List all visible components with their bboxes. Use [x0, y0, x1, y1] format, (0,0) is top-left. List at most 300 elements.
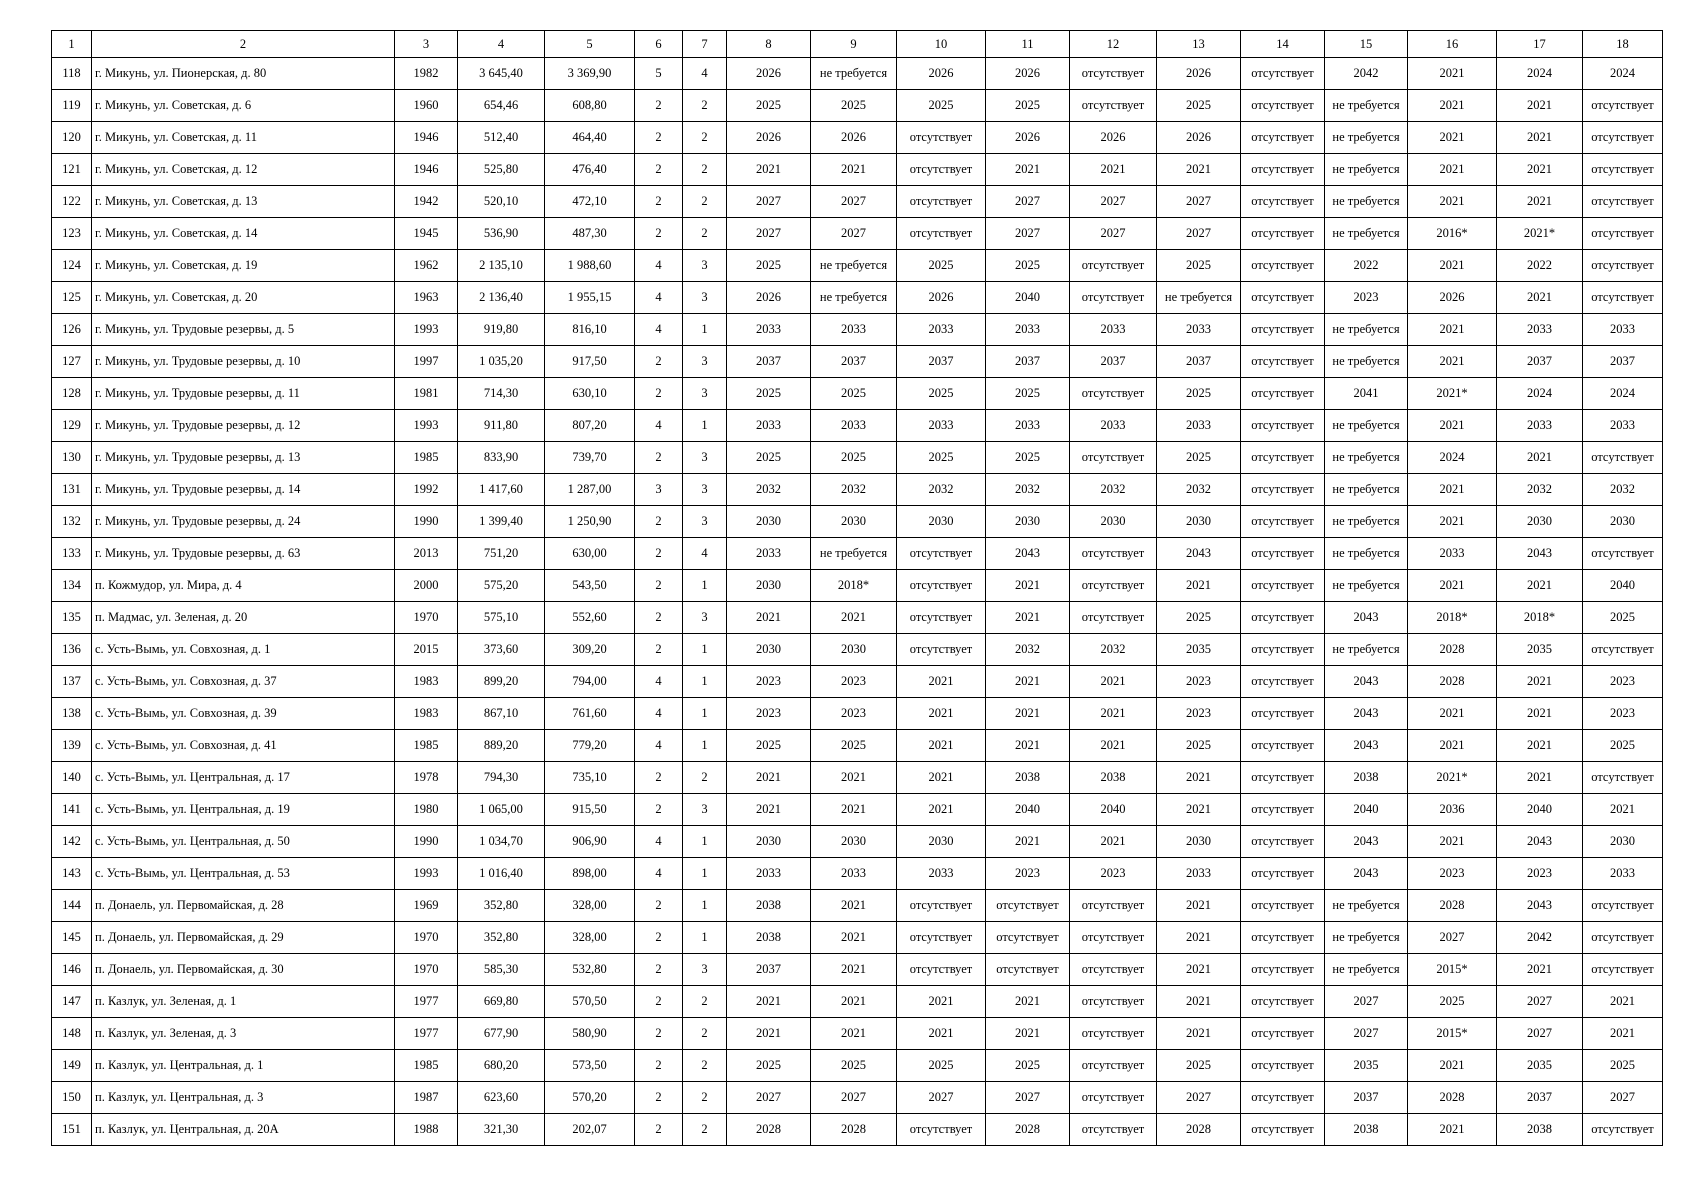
table-cell: отсутствует	[1241, 1114, 1325, 1146]
table-cell: 2021	[811, 154, 897, 186]
table-cell: 2028	[986, 1114, 1070, 1146]
table-cell: 2021	[811, 890, 897, 922]
table-cell: отсутствует	[986, 922, 1070, 954]
column-header-11: 11	[986, 31, 1070, 58]
table-cell: 2021	[1408, 506, 1497, 538]
table-cell: 680,20	[458, 1050, 545, 1082]
table-cell: 2033	[727, 410, 811, 442]
table-cell: 2030	[986, 506, 1070, 538]
address-cell: г. Микунь, ул. Советская, д. 13	[92, 186, 395, 218]
table-cell: 2035	[1325, 1050, 1408, 1082]
table-cell: 919,80	[458, 314, 545, 346]
table-cell: 2026	[897, 282, 986, 314]
table-cell: 2021	[897, 986, 986, 1018]
row-number-cell: 129	[52, 410, 92, 442]
table-cell: 2043	[1325, 602, 1408, 634]
table-cell: 2 135,10	[458, 250, 545, 282]
table-cell: 2021	[811, 762, 897, 794]
table-cell: 2021	[897, 762, 986, 794]
table-cell: 2021	[897, 730, 986, 762]
table-cell: отсутствует	[1241, 250, 1325, 282]
table-cell: 2021*	[1408, 762, 1497, 794]
table-cell: 2041	[1325, 378, 1408, 410]
table-cell: отсутствует	[897, 218, 986, 250]
table-cell: 2	[683, 1114, 727, 1146]
table-cell: отсутствует	[1241, 826, 1325, 858]
table-cell: 2023	[727, 666, 811, 698]
table-cell: отсутствует	[1070, 1018, 1157, 1050]
table-cell: 2035	[1157, 634, 1241, 666]
table-cell: 2033	[811, 858, 897, 890]
table-cell: 520,10	[458, 186, 545, 218]
table-row	[52, 442, 1663, 474]
table-cell: 2032	[897, 474, 986, 506]
table-cell: отсутствует	[1070, 954, 1157, 986]
table-cell: отсутствует	[1583, 282, 1663, 314]
table-cell: 2028	[1408, 666, 1497, 698]
table-cell: отсутствует	[1241, 634, 1325, 666]
row-number-cell: 145	[52, 922, 92, 954]
table-cell: 2025	[811, 442, 897, 474]
table-cell: 2033	[986, 410, 1070, 442]
table-cell: 2027	[727, 218, 811, 250]
table-cell: 2033	[1497, 410, 1583, 442]
column-header-5: 5	[545, 31, 635, 58]
table-cell: 794,00	[545, 666, 635, 698]
table-cell: 2	[683, 986, 727, 1018]
address-cell: п. Донаель, ул. Первомайская, д. 29	[92, 922, 395, 954]
table-cell: 2021	[811, 922, 897, 954]
table-cell: 2023	[1157, 698, 1241, 730]
table-cell: 2027	[727, 1082, 811, 1114]
table-cell: 1983	[395, 698, 458, 730]
table-cell: 352,80	[458, 890, 545, 922]
table-cell: не требуется	[1325, 154, 1408, 186]
table-cell: 2027	[1497, 1018, 1583, 1050]
table-cell: отсутствует	[1241, 474, 1325, 506]
row-number-cell: 136	[52, 634, 92, 666]
address-cell: г. Микунь, ул. Советская, д. 12	[92, 154, 395, 186]
row-number-cell: 142	[52, 826, 92, 858]
table-cell: отсутствует	[1241, 506, 1325, 538]
table-cell: 2	[635, 1082, 683, 1114]
table-cell: 2018*	[1408, 602, 1497, 634]
table-cell: отсутствует	[1241, 570, 1325, 602]
table-cell: 2025	[986, 90, 1070, 122]
table-cell: 2021	[727, 986, 811, 1018]
row-number-cell: 123	[52, 218, 92, 250]
table-cell: отсутствует	[1070, 1114, 1157, 1146]
table-cell: 1985	[395, 442, 458, 474]
column-header-10: 10	[897, 31, 986, 58]
table-cell: не требуется	[1325, 538, 1408, 570]
table-row	[52, 314, 1663, 346]
table-cell: отсутствует	[897, 154, 986, 186]
table-cell: 2	[683, 1082, 727, 1114]
table-cell: 2	[683, 122, 727, 154]
table-cell: 2025	[727, 90, 811, 122]
table-cell: отсутствует	[1241, 858, 1325, 890]
table-cell: 2030	[1157, 826, 1241, 858]
address-cell: п. Казлук, ул. Зеленая, д. 1	[92, 986, 395, 1018]
table-cell: 328,00	[545, 890, 635, 922]
table-cell: 2021	[897, 698, 986, 730]
table-cell: 2030	[1497, 506, 1583, 538]
table-cell: 2030	[727, 570, 811, 602]
table-row	[52, 154, 1663, 186]
table-cell: отсутствует	[897, 1114, 986, 1146]
table-cell: 2025	[897, 90, 986, 122]
table-cell: 2021	[1157, 890, 1241, 922]
table-cell: 2028	[1408, 890, 1497, 922]
table-cell: 464,40	[545, 122, 635, 154]
table-cell: 2022	[1325, 250, 1408, 282]
table-cell: 1946	[395, 154, 458, 186]
table-cell: отсутствует	[1241, 346, 1325, 378]
table-cell: 4	[635, 282, 683, 314]
table-cell: отсутствует	[897, 954, 986, 986]
table-cell: 2025	[1157, 730, 1241, 762]
table-cell: отсутствует	[1583, 634, 1663, 666]
table-cell: 580,90	[545, 1018, 635, 1050]
table-cell: 2021	[1408, 314, 1497, 346]
address-cell: п. Казлук, ул. Центральная, д. 1	[92, 1050, 395, 1082]
table-cell: 2	[635, 954, 683, 986]
table-cell: 543,50	[545, 570, 635, 602]
table-cell: отсутствует	[1583, 186, 1663, 218]
table-cell: 816,10	[545, 314, 635, 346]
table-cell: 2021	[1070, 826, 1157, 858]
table-cell: 328,00	[545, 922, 635, 954]
table-cell: 2036	[1408, 794, 1497, 826]
table-cell: отсутствует	[1583, 890, 1663, 922]
table-cell: 2033	[727, 858, 811, 890]
table-cell: 2027	[897, 1082, 986, 1114]
table-cell: 2025	[897, 1050, 986, 1082]
table-cell: 2043	[1497, 890, 1583, 922]
table-cell: 487,30	[545, 218, 635, 250]
table-cell: 2025	[1583, 730, 1663, 762]
table-cell: не требуется	[811, 282, 897, 314]
table-cell: 2027	[1070, 186, 1157, 218]
table-cell: 3	[683, 282, 727, 314]
table-cell: отсутствует	[1241, 986, 1325, 1018]
column-header-15: 15	[1325, 31, 1408, 58]
table-cell: отсутствует	[897, 186, 986, 218]
row-number-cell: 124	[52, 250, 92, 282]
table-row	[52, 698, 1663, 730]
table-cell: отсутствует	[1583, 954, 1663, 986]
table-cell: 2013	[395, 538, 458, 570]
table-cell: 899,20	[458, 666, 545, 698]
table-cell: 2021	[1157, 1018, 1241, 1050]
table-cell: не требуется	[1325, 506, 1408, 538]
table-cell: 1	[683, 314, 727, 346]
address-cell: г. Микунь, ул. Трудовые резервы, д. 10	[92, 346, 395, 378]
table-cell: 2	[635, 90, 683, 122]
table-cell: 2030	[1070, 506, 1157, 538]
table-cell: 1988	[395, 1114, 458, 1146]
table-cell: 2025	[1157, 378, 1241, 410]
row-number-cell: 143	[52, 858, 92, 890]
table-cell: 3	[683, 506, 727, 538]
table-cell: 1	[683, 634, 727, 666]
table-cell: 2021	[897, 666, 986, 698]
table-cell: 2027	[1583, 1082, 1663, 1114]
table-row	[52, 90, 1663, 122]
table-row	[52, 986, 1663, 1018]
table-cell: 2043	[1325, 730, 1408, 762]
table-row	[52, 378, 1663, 410]
table-cell: 2021	[986, 154, 1070, 186]
table-cell: отсутствует	[1241, 954, 1325, 986]
table-cell: 2030	[1157, 506, 1241, 538]
table-cell: 2021	[1408, 346, 1497, 378]
table-cell: 3	[683, 442, 727, 474]
table-cell: 2015*	[1408, 1018, 1497, 1050]
table-cell: 2030	[811, 826, 897, 858]
table-cell: 2027	[1157, 218, 1241, 250]
table-cell: 1 035,20	[458, 346, 545, 378]
table-cell: 2	[635, 218, 683, 250]
table-cell: 2040	[986, 282, 1070, 314]
table-cell: 1978	[395, 762, 458, 794]
address-cell: с. Усть-Вымь, ул. Совхозная, д. 37	[92, 666, 395, 698]
table-cell: 1993	[395, 858, 458, 890]
table-row	[52, 1114, 1663, 1146]
table-cell: не требуется	[1325, 442, 1408, 474]
table-cell: 915,50	[545, 794, 635, 826]
table-row	[52, 250, 1663, 282]
table-cell: 2023	[986, 858, 1070, 890]
table-cell: 1	[683, 570, 727, 602]
table-cell: отсутствует	[1241, 154, 1325, 186]
table-cell: 2025	[986, 442, 1070, 474]
table-row	[52, 122, 1663, 154]
table-cell: 2025	[1408, 986, 1497, 1018]
table-row	[52, 858, 1663, 890]
table-cell: отсутствует	[1241, 1082, 1325, 1114]
table-cell: 2021	[1497, 90, 1583, 122]
address-cell: с. Усть-Вымь, ул. Центральная, д. 17	[92, 762, 395, 794]
table-cell: 906,90	[545, 826, 635, 858]
table-cell: 1945	[395, 218, 458, 250]
table-cell: 202,07	[545, 1114, 635, 1146]
table-cell: 2021	[1408, 186, 1497, 218]
table-cell: 2037	[1583, 346, 1663, 378]
table-cell: 2021	[1408, 410, 1497, 442]
table-cell: отсутствует	[1241, 1018, 1325, 1050]
table-cell: 2032	[727, 474, 811, 506]
table-cell: 2043	[1325, 858, 1408, 890]
table-cell: 3	[683, 954, 727, 986]
table-cell: 2037	[727, 346, 811, 378]
table-cell: 1970	[395, 954, 458, 986]
table-row	[52, 1082, 1663, 1114]
table-cell: отсутствует	[1241, 794, 1325, 826]
table-cell: 4	[635, 730, 683, 762]
table-cell: не требуется	[1325, 634, 1408, 666]
table-cell: 2	[635, 378, 683, 410]
table-cell: отсутствует	[1241, 730, 1325, 762]
table-cell: 2	[683, 154, 727, 186]
table-cell: 2021	[1497, 442, 1583, 474]
table-cell: 2021	[1070, 730, 1157, 762]
address-cell: с. Усть-Вымь, ул. Совхозная, д. 39	[92, 698, 395, 730]
table-cell: отсутствует	[1583, 762, 1663, 794]
table-cell: 2021	[1408, 570, 1497, 602]
table-cell: 2021	[986, 602, 1070, 634]
table-cell: 761,60	[545, 698, 635, 730]
column-header-1: 1	[52, 31, 92, 58]
table-cell: отсутствует	[1241, 890, 1325, 922]
table-row	[52, 954, 1663, 986]
table-cell: 1	[683, 826, 727, 858]
table-cell: 2018*	[1497, 602, 1583, 634]
address-cell: г. Микунь, ул. Трудовые резервы, д. 12	[92, 410, 395, 442]
address-cell: г. Микунь, ул. Трудовые резервы, д. 13	[92, 442, 395, 474]
table-cell: 2033	[897, 858, 986, 890]
address-cell: п. Донаель, ул. Первомайская, д. 28	[92, 890, 395, 922]
table-cell: 2025	[1157, 90, 1241, 122]
table-row	[52, 1018, 1663, 1050]
table-cell: 1993	[395, 314, 458, 346]
table-cell: отсутствует	[1070, 90, 1157, 122]
table-cell: 2025	[1157, 250, 1241, 282]
table-cell: 2	[635, 890, 683, 922]
table-cell: 1985	[395, 730, 458, 762]
table-cell: 2	[635, 154, 683, 186]
table-cell: 2033	[1157, 410, 1241, 442]
table-cell: 2	[635, 506, 683, 538]
table-cell: 2023	[1070, 858, 1157, 890]
table-cell: 2021	[986, 1018, 1070, 1050]
table-cell: 1985	[395, 1050, 458, 1082]
table-cell: 2021	[986, 570, 1070, 602]
table-cell: 2	[635, 1114, 683, 1146]
table-cell: 2033	[811, 410, 897, 442]
table-cell: отсутствует	[1583, 442, 1663, 474]
table-row	[52, 218, 1663, 250]
table-cell: отсутствует	[897, 922, 986, 954]
table-cell: 735,10	[545, 762, 635, 794]
table-cell: 2032	[1157, 474, 1241, 506]
table-cell: 1981	[395, 378, 458, 410]
table-row	[52, 762, 1663, 794]
table-cell: не требуется	[1325, 186, 1408, 218]
table-cell: 2037	[1497, 1082, 1583, 1114]
table-cell: 2	[683, 218, 727, 250]
table-cell: 2027	[986, 218, 1070, 250]
table-cell: 573,50	[545, 1050, 635, 1082]
table-cell: 2021	[811, 986, 897, 1018]
table-cell: 2	[635, 794, 683, 826]
table-cell: 4	[683, 58, 727, 90]
table-cell: 911,80	[458, 410, 545, 442]
table-cell: 2021	[1408, 1050, 1497, 1082]
table-cell: 2016*	[1408, 218, 1497, 250]
table-cell: 4	[683, 538, 727, 570]
table-cell: 2026	[1070, 122, 1157, 154]
row-number-cell: 125	[52, 282, 92, 314]
table-cell: 2043	[1325, 698, 1408, 730]
table-cell: 472,10	[545, 186, 635, 218]
table-cell: 2037	[1157, 346, 1241, 378]
table-cell: 532,80	[545, 954, 635, 986]
table-cell: 2037	[1325, 1082, 1408, 1114]
table-cell: 833,90	[458, 442, 545, 474]
table-row	[52, 730, 1663, 762]
table-cell: 2021	[1497, 282, 1583, 314]
table-cell: 2038	[727, 922, 811, 954]
row-number-cell: 131	[52, 474, 92, 506]
table-cell: 2026	[727, 282, 811, 314]
table-cell: 1 287,00	[545, 474, 635, 506]
table-cell: 2021	[1408, 1114, 1497, 1146]
table-cell: 2033	[1157, 314, 1241, 346]
table-cell: 2033	[1583, 314, 1663, 346]
table-cell: отсутствует	[1241, 58, 1325, 90]
address-cell: с. Усть-Вымь, ул. Совхозная, д. 1	[92, 634, 395, 666]
table-cell: 4	[635, 666, 683, 698]
table-cell: 2025	[1157, 602, 1241, 634]
table-row	[52, 58, 1663, 90]
table-cell: 1983	[395, 666, 458, 698]
table-row	[52, 890, 1663, 922]
table-cell: 2025	[727, 442, 811, 474]
table-cell: не требуется	[811, 538, 897, 570]
table-cell: не требуется	[1325, 410, 1408, 442]
table-cell: 2026	[811, 122, 897, 154]
table-cell: 2	[635, 570, 683, 602]
table-cell: 2021	[1157, 762, 1241, 794]
table-cell: 2021	[1497, 122, 1583, 154]
table-cell: отсутствует	[1241, 410, 1325, 442]
table-cell: 630,00	[545, 538, 635, 570]
address-cell: г. Микунь, ул. Трудовые резервы, д. 63	[92, 538, 395, 570]
table-cell: 1962	[395, 250, 458, 282]
table-cell: 2	[683, 1018, 727, 1050]
table-cell: 2021	[727, 762, 811, 794]
table-cell: 2021	[1408, 90, 1497, 122]
table-cell: 1982	[395, 58, 458, 90]
table-cell: 2021	[1497, 154, 1583, 186]
table-cell: 2026	[986, 122, 1070, 154]
table-cell: 2021	[727, 1018, 811, 1050]
table-cell: 2032	[1583, 474, 1663, 506]
table-cell: отсутствует	[986, 954, 1070, 986]
table-cell: 2023	[727, 698, 811, 730]
address-cell: г. Микунь, ул. Советская, д. 20	[92, 282, 395, 314]
table-cell: 2043	[1325, 666, 1408, 698]
column-header-18: 18	[1583, 31, 1663, 58]
table-cell: 1	[683, 858, 727, 890]
table-cell: 2021	[1157, 794, 1241, 826]
table-cell: 2024	[1497, 58, 1583, 90]
table-cell: 2015	[395, 634, 458, 666]
table-cell: 4	[635, 858, 683, 890]
table-cell: 2030	[897, 506, 986, 538]
column-header-12: 12	[1070, 31, 1157, 58]
table-cell: отсутствует	[986, 890, 1070, 922]
table-cell: 2037	[1497, 346, 1583, 378]
column-header-8: 8	[727, 31, 811, 58]
table-cell: 1946	[395, 122, 458, 154]
address-cell: с. Усть-Вымь, ул. Центральная, д. 19	[92, 794, 395, 826]
address-cell: г. Микунь, ул. Советская, д. 14	[92, 218, 395, 250]
row-number-cell: 135	[52, 602, 92, 634]
table-cell: не требуется	[1157, 282, 1241, 314]
